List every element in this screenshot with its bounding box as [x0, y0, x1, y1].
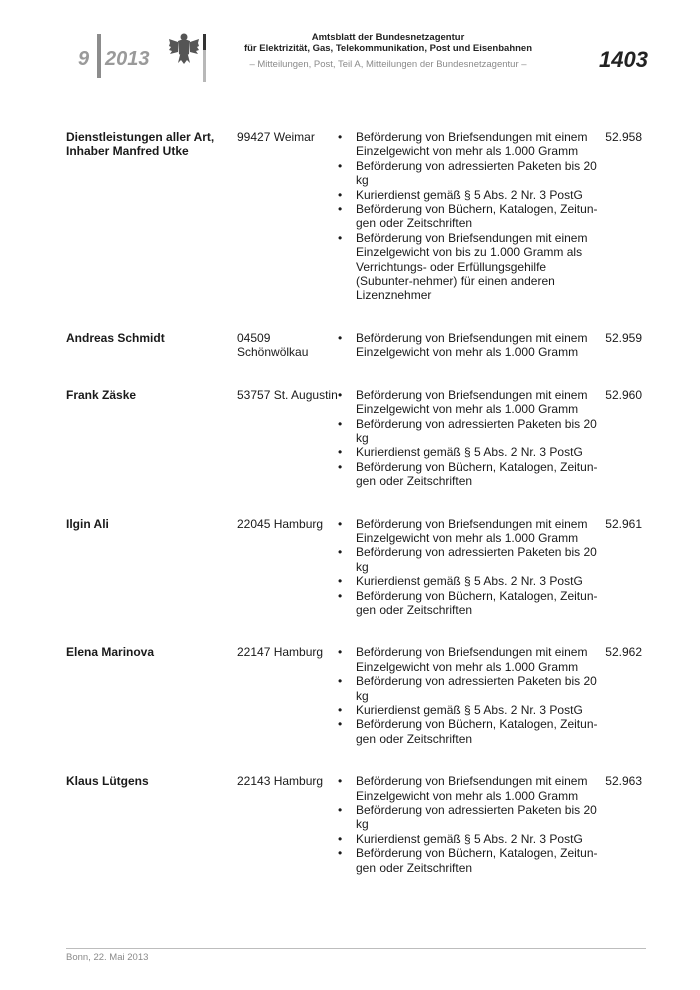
service-item: • Beförderung von Briefsendungen mit einem Einzelgewicht von bis zu 1.000 Gramm als Verrichtungs- oder Erfüllungsgehilfe (Subunter-nehmer) für einen anderen Lizenznehmer [338, 231, 600, 303]
entry-place: 22045 Hamburg [237, 516, 324, 531]
service-item: • Kurierdienst gemäß § 5 Abs. 2 Nr. 3 PostG [338, 703, 600, 717]
entry-services-list [338, 645, 600, 746]
service-item: • Kurierdienst gemäß § 5 Abs. 2 Nr. 3 PostG [338, 832, 600, 846]
service-item: • Beförderung von Briefsendungen mit einem Einzelgewicht von mehr als 1.000 Gramm [338, 517, 600, 546]
service-item: • Beförderung von adressierten Paketen bis 20 kg [338, 674, 600, 703]
entry-number: 52.960 [605, 387, 642, 402]
service-item: • Beförderung von adressierten Paketen bis 20 kg [338, 417, 600, 446]
issue-separator [97, 34, 101, 78]
service-item: • Beförderung von adressierten Paketen bis 20 kg [338, 545, 600, 574]
service-item: • Kurierdienst gemäß § 5 Abs. 2 Nr. 3 PostG [338, 445, 600, 459]
publication-subtitle: – Mitteilungen, Post, Teil A, Mitteilungen der Bundesnetzagentur – [249, 59, 527, 70]
service-item: • Beförderung von adressierten Paketen bis 20 kg [338, 803, 600, 832]
federal-eagle-icon [168, 30, 200, 66]
entry-services-list [338, 774, 600, 875]
entry-place: 99427 Weimar [237, 130, 315, 144]
service-item: • Beförderung von Büchern, Katalogen, Zeitun-gen oder Zeitschriften [338, 846, 600, 875]
service-item: • Kurierdienst gemäß § 5 Abs. 2 Nr. 3 PostG [338, 574, 600, 588]
service-item: • Beförderung von Büchern, Katalogen, Zeitun-gen oder Zeitschriften [338, 589, 600, 618]
entry-name: Andreas Schmidt [66, 330, 165, 345]
entry-number: 52.963 [605, 774, 642, 789]
license-entry [66, 774, 646, 875]
service-item: • Beförderung von Briefsendungen mit einem Einzelgewicht von mehr als 1.000 Gramm [338, 130, 600, 159]
entry-place: 22143 Hamburg [237, 774, 324, 789]
license-entry [66, 130, 646, 303]
license-entry [66, 517, 646, 618]
service-item: • Beförderung von Briefsendungen mit einem Einzelgewicht von mehr als 1.000 Gramm [338, 645, 600, 674]
publication-title-line1: Amtsblatt der Bundesnetzagentur [311, 32, 465, 43]
service-item: • Beförderung von Briefsendungen mit einem Einzelgewicht von mehr als 1.000 Gramm [338, 331, 600, 360]
footer-divider [66, 948, 646, 949]
entry-name: Klaus Lütgens [66, 774, 149, 789]
entry-services-list [338, 130, 600, 303]
entry-services-list [338, 517, 600, 618]
service-item: • Beförderung von Briefsendungen mit einem Einzelgewicht von mehr als 1.000 Gramm [338, 774, 600, 803]
entry-place: 22147 Hamburg [237, 645, 324, 660]
publication-title [218, 32, 558, 54]
entry-name: Frank Zäske [66, 387, 137, 402]
logo-bar-accent [203, 34, 206, 50]
page-number: 1403 [599, 47, 648, 72]
entry-number: 52.962 [605, 645, 642, 660]
entry-name: Elena Marinova [66, 645, 155, 660]
page-header [0, 0, 700, 90]
issue-year: 2013 [105, 48, 150, 70]
entry-number: 52.959 [605, 330, 642, 345]
issue-number: 9 [78, 48, 90, 70]
service-item: • Beförderung von Büchern, Katalogen, Zeitun-gen oder Zeitschriften [338, 202, 600, 231]
entry-number: 52.958 [605, 130, 642, 144]
service-item: • Beförderung von Büchern, Katalogen, Zeitun-gen oder Zeitschriften [338, 460, 600, 489]
service-item: • Beförderung von Briefsendungen mit einem Einzelgewicht von mehr als 1.000 Gramm [338, 388, 600, 417]
entry-services-list [338, 331, 600, 360]
service-item: • Beförderung von adressierten Paketen bis 20 kg [338, 159, 600, 188]
service-item: • Beförderung von Büchern, Katalogen, Zeitun-gen oder Zeitschriften [338, 717, 600, 746]
license-entry [66, 645, 646, 746]
publication-title-line2: für Elektrizität, Gas, Telekommunikation, Post und Eisenbahnen [243, 43, 533, 54]
entry-place: 53757 St. Augustin [237, 387, 338, 402]
license-entries [66, 130, 646, 903]
entry-name: Dienstleistungen aller Art, Inhaber Manfred Utke [66, 130, 215, 159]
license-entry [66, 331, 646, 360]
footer-place-date: Bonn, 22. Mai 2013 [66, 952, 149, 963]
entry-name: Ilgin Ali [66, 516, 109, 531]
entry-number: 52.961 [605, 516, 642, 531]
service-item: • Kurierdienst gemäß § 5 Abs. 2 Nr. 3 PostG [338, 188, 600, 202]
entry-place: 04509 Schönwölkau [237, 330, 309, 360]
entry-services-list [338, 388, 600, 489]
license-entry [66, 388, 646, 489]
